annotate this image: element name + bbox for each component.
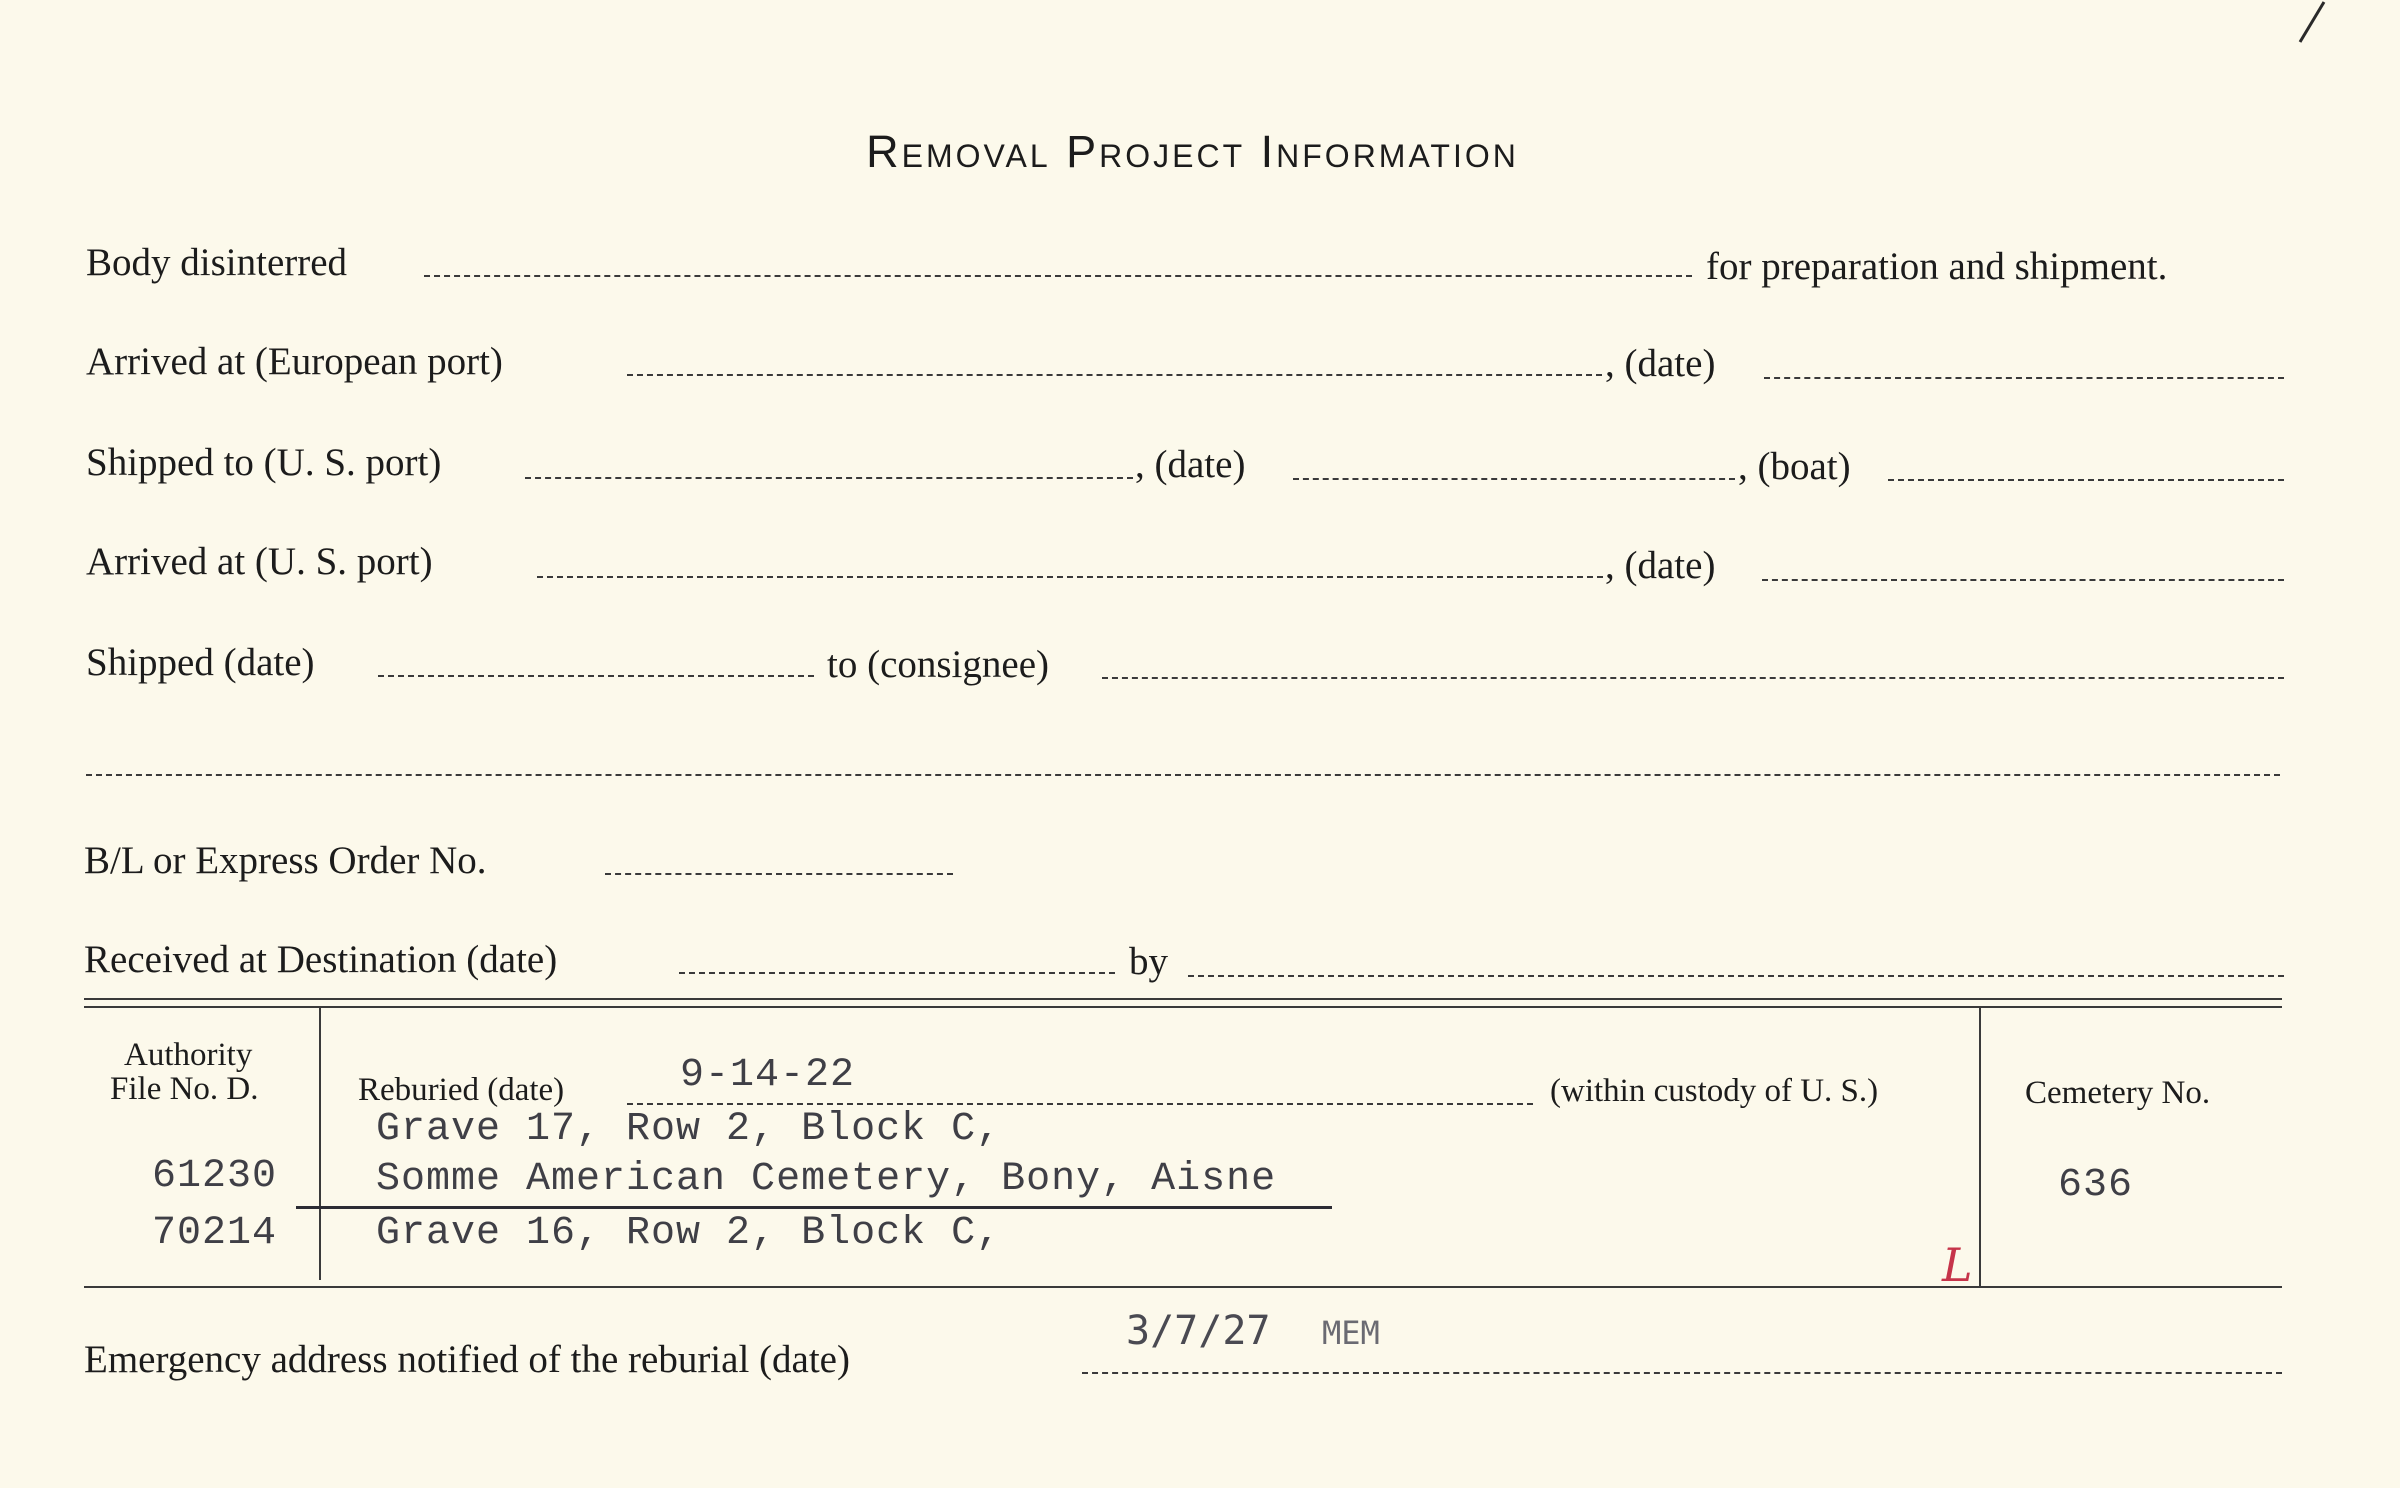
received-destination-label: Received at Destination (date) bbox=[84, 938, 558, 981]
column-divider-left bbox=[319, 1008, 321, 1280]
cemetery-no-label: Cemetery No. bbox=[2025, 1075, 2211, 1111]
grave-line-2: Somme American Cemetery, Bony, Aisne bbox=[376, 1157, 1277, 1202]
corner-mark-icon bbox=[2290, 0, 2330, 48]
shipped-us-port-label: Shipped to (U. S. port) bbox=[86, 441, 442, 484]
section-divider-bottom bbox=[84, 1006, 2282, 1008]
reburied-label: Reburied (date) bbox=[358, 1072, 565, 1108]
shipped-date-line[interactable] bbox=[378, 675, 814, 677]
reburied-date-value: 9-14-22 bbox=[680, 1053, 856, 1098]
boat-line[interactable] bbox=[1888, 479, 2284, 481]
arrived-us-port-label: Arrived at (U. S. port) bbox=[86, 540, 433, 583]
body-disinterred-label: Body disinterred bbox=[86, 241, 348, 284]
custody-label: (within custody of U. S.) bbox=[1550, 1073, 1879, 1109]
section-divider-lower bbox=[84, 1286, 2282, 1288]
reburied-date-line[interactable] bbox=[627, 1103, 1533, 1105]
for-preparation-label: for preparation and shipment. bbox=[1706, 245, 2168, 288]
to-consignee-label: to (consignee) bbox=[827, 643, 1050, 686]
date-label-1: , (date) bbox=[1605, 342, 1716, 385]
authority-label: Authority bbox=[124, 1037, 253, 1073]
date-label-3: , (date) bbox=[1605, 544, 1716, 587]
file-number-1: 61230 bbox=[152, 1154, 278, 1199]
arrived-us-port-line[interactable] bbox=[537, 576, 1603, 578]
bl-express-order-label: B/L or Express Order No. bbox=[84, 839, 487, 882]
column-divider-right bbox=[1979, 1008, 1981, 1288]
by-label: by bbox=[1129, 940, 1168, 983]
shipped-date-label: Shipped (date) bbox=[86, 641, 315, 684]
body-disinterred-line[interactable] bbox=[424, 275, 1692, 277]
consignee-line-2[interactable] bbox=[86, 774, 2280, 776]
european-port-line[interactable] bbox=[627, 374, 1602, 376]
card-title: Removal Project Information bbox=[866, 126, 1519, 177]
received-by-line[interactable] bbox=[1188, 975, 2284, 977]
boat-label: , (boat) bbox=[1738, 445, 1851, 488]
emergency-address-label: Emergency address notified of the reburial (date) bbox=[84, 1338, 850, 1381]
date-label-2: , (date) bbox=[1135, 443, 1246, 486]
grave-line-1: Grave 17, Row 2, Block C, bbox=[376, 1107, 1002, 1152]
european-date-line[interactable] bbox=[1764, 377, 2284, 379]
emergency-date-line[interactable] bbox=[1082, 1372, 2282, 1374]
arrived-european-port-label: Arrived at (European port) bbox=[86, 340, 503, 383]
file-number-2: 70214 bbox=[152, 1211, 278, 1256]
grave-line-3: Grave 16, Row 2, Block C, bbox=[376, 1211, 1002, 1256]
us-port-line[interactable] bbox=[525, 477, 1133, 479]
file-no-label-text: File No. D. bbox=[110, 1071, 259, 1107]
red-check-mark: L bbox=[1942, 1238, 1973, 1292]
initials-stamp: MEM bbox=[1322, 1314, 1380, 1352]
strike-underline bbox=[296, 1206, 1332, 1209]
bl-order-line[interactable] bbox=[605, 873, 953, 875]
cemetery-number: 636 bbox=[2058, 1163, 2134, 1208]
notified-date-value: 3/7/27 bbox=[1126, 1308, 1271, 1354]
section-divider-top bbox=[84, 998, 2282, 1000]
ship-date-line[interactable] bbox=[1293, 478, 1735, 480]
arrived-date-line[interactable] bbox=[1762, 579, 2284, 581]
consignee-line[interactable] bbox=[1102, 677, 2284, 679]
received-date-line[interactable] bbox=[679, 972, 1115, 974]
